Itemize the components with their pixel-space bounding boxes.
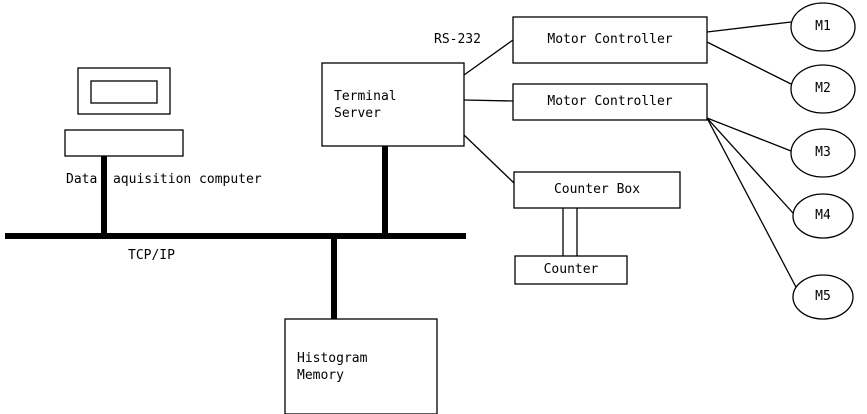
- counter-box-label: Counter Box: [553, 182, 641, 197]
- motor-m2-ellipse: [791, 65, 855, 113]
- link-mc1-m1: [707, 22, 791, 32]
- link-mc2-m3: [707, 118, 791, 151]
- motor-m4-label: M4: [815, 208, 831, 223]
- motor-m4-ellipse: [793, 194, 853, 238]
- histogram-memory-box: [285, 319, 437, 414]
- motor-controller-1-box: [513, 17, 707, 63]
- motor-m1-ellipse: [791, 3, 855, 51]
- link-ts-mc2: [464, 100, 513, 101]
- drop-histogram: [331, 236, 337, 319]
- keyboard-box: [65, 130, 183, 156]
- motor-controller-1-label: Motor Controller: [547, 32, 673, 47]
- motor-m3-ellipse: [791, 129, 855, 177]
- motor-m5-label: M5: [815, 289, 831, 304]
- link-ts-counterbox: [464, 135, 514, 183]
- motor-m5-ellipse: [793, 275, 853, 319]
- motor-controller-2-box: [513, 84, 707, 120]
- motor-m1-label: M1: [815, 19, 831, 34]
- motor-m2-label: M2: [815, 81, 831, 96]
- counter-label: Counter: [543, 262, 599, 277]
- tcpip-label: TCP/IP: [128, 248, 175, 263]
- terminal-server-box: [322, 63, 464, 146]
- rs232-label: RS-232: [434, 32, 481, 47]
- link-mc1-m2: [707, 42, 791, 84]
- counter-box: [515, 256, 627, 284]
- monitor-inner-box: [91, 81, 157, 103]
- motor-controller-2-label: Motor Controller: [547, 94, 673, 109]
- counter-box-box: [514, 172, 680, 208]
- tcpip-bus: [5, 233, 466, 239]
- motor-m3-label: M3: [815, 145, 831, 160]
- terminal-server-label: Terminal Server: [334, 88, 397, 121]
- drop-terminal-server: [382, 146, 388, 236]
- data-acquisition-computer-label: Data aquisition computer: [66, 172, 262, 187]
- histogram-memory-label: Histogram Memory: [297, 350, 368, 383]
- link-mc2-m5: [707, 118, 797, 289]
- ellipse-group: [791, 3, 855, 319]
- drop-computer: [101, 156, 107, 236]
